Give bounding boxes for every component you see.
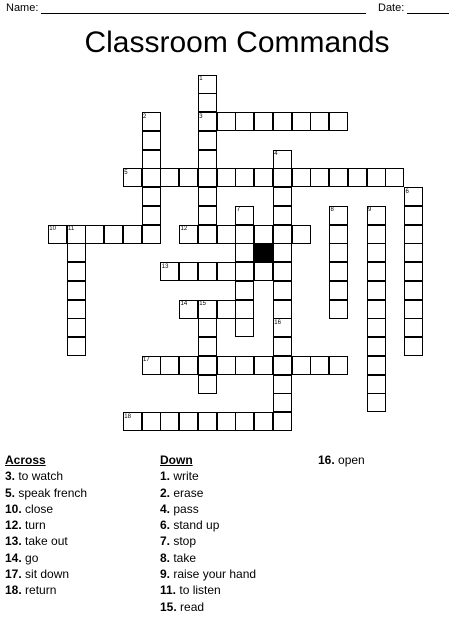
clue-item [160,468,256,484]
crossword-cell[interactable] [367,281,386,300]
crossword-cell[interactable] [217,262,236,281]
crossword-cell[interactable] [254,262,273,281]
cell-number: 15 [199,301,206,307]
clue-text: to watch [15,469,64,484]
clue-text: raise your hand [170,567,257,582]
crossword-cell[interactable] [310,356,329,375]
crossword-cell[interactable] [367,375,386,394]
crossword-cell[interactable] [404,300,423,319]
cell-number: 2 [143,113,147,120]
crossword-cell[interactable] [273,281,292,300]
clue-item [5,550,87,566]
crossword-cell[interactable] [198,337,217,356]
crossword-cell[interactable] [235,281,254,300]
crossword-cell[interactable] [198,168,217,187]
cell-number: 7 [236,207,241,214]
crossword-cell[interactable] [142,225,161,244]
crossword-cell[interactable] [217,112,236,131]
clue-item [5,501,87,517]
crossword-cell[interactable] [367,356,386,375]
crossword-cell[interactable] [273,187,292,206]
black-cell [254,243,273,262]
crossword-cell[interactable] [217,356,236,375]
clue-number: 18. [5,583,22,598]
crossword-cell[interactable] [235,225,254,244]
cell-number: 9 [368,207,372,214]
crossword-cell[interactable] [198,356,217,375]
crossword-cell[interactable] [367,225,386,244]
crossword-cell[interactable] [329,281,348,300]
clue-text: take out [21,534,68,549]
cell-number: 12 [180,226,188,232]
crossword-cell[interactable] [142,150,161,169]
crossword-cell[interactable] [254,356,273,375]
crossword-cell[interactable] [348,168,367,187]
clue-number: 17. [5,567,22,582]
crossword-cell[interactable] [217,225,236,244]
crossword-cell[interactable] [367,262,386,281]
crossword-cell[interactable] [123,225,142,244]
crossword-cell[interactable] [273,375,292,394]
clue-item [160,599,256,615]
crossword-cell[interactable] [273,262,292,281]
crossword-cell[interactable] [404,206,423,225]
crossword-cell[interactable] [179,168,198,187]
crossword-cell[interactable] [404,225,423,244]
crossword-cell[interactable] [367,243,386,262]
clue-item [160,533,256,549]
crossword-cell[interactable] [235,243,254,262]
clue-text: turn [21,518,46,533]
cell-number: 13 [161,263,169,270]
crossword-cell[interactable] [367,393,386,412]
crossword-cell[interactable] [310,112,329,131]
clue-item [5,485,87,501]
cell-number: 6 [405,188,409,195]
crossword-cell[interactable] [142,412,161,431]
crossword-cell[interactable] [273,356,292,375]
crossword-cell[interactable] [217,168,236,187]
clue-number: 2. [160,485,171,500]
clue-number: 8. [160,550,171,565]
crossword-cell[interactable] [367,300,386,319]
clue-text: close [21,501,54,516]
crossword-cell[interactable] [254,412,273,431]
crossword-cell[interactable] [254,168,273,187]
crossword-cell[interactable] [404,281,423,300]
crossword-cell[interactable] [67,281,86,300]
clue-number: 5. [5,485,16,500]
crossword-cell[interactable] [198,206,217,225]
crossword-cell[interactable] [273,168,292,187]
clue-item [160,550,256,566]
down-clues-continued [318,452,365,468]
cell-number: 4 [274,151,278,157]
crossword-cell[interactable] [329,356,348,375]
clue-number: 13. [5,534,22,549]
crossword-cell[interactable] [235,318,254,337]
clue-text: read [176,599,205,614]
date-label: Date: [378,2,405,14]
clue-number: 9. [160,567,171,582]
clue-number: 1. [160,469,171,484]
cell-number: 17 [143,357,150,364]
crossword-cell[interactable] [273,225,292,244]
crossword-cell[interactable] [254,112,273,131]
clue-number: 10. [5,501,22,516]
crossword-cell[interactable] [273,206,292,225]
clue-number: 6. [160,518,171,533]
crossword-cell[interactable] [179,356,198,375]
crossword-cell[interactable] [160,356,179,375]
crossword-cell[interactable] [273,337,292,356]
clue-text: speak french [15,485,88,500]
crossword-cell[interactable] [404,243,423,262]
crossword-cell[interactable] [142,206,161,225]
crossword-cell[interactable] [235,168,254,187]
crossword-cell[interactable] [217,412,236,431]
clue-text: pass [170,501,199,516]
crossword-cell[interactable] [198,375,217,394]
crossword-cell[interactable] [67,318,86,337]
clue-item [5,566,87,582]
cell-number: 5 [124,169,128,176]
crossword-cell[interactable] [235,356,254,375]
crossword-cell[interactable] [85,225,104,244]
clue-number: 11. [160,583,177,598]
crossword-cell[interactable] [67,262,86,281]
crossword-cell[interactable] [67,337,86,356]
cell-number: 14 [180,301,188,307]
crossword-cell[interactable] [254,225,273,244]
crossword-cell[interactable] [273,112,292,131]
puzzle-title: Classroom Commands [84,26,390,59]
clue-text: open [334,453,365,467]
crossword-cell[interactable] [198,150,217,169]
crossword-cell[interactable] [329,225,348,244]
clue-text: to listen [176,583,221,598]
crossword-cell[interactable] [292,356,311,375]
crossword-cell[interactable] [142,168,161,187]
crossword-cell[interactable] [385,168,404,187]
clue-text: take [170,550,197,565]
crossword-cell[interactable] [160,168,179,187]
crossword-cell[interactable] [310,168,329,187]
clue-item [160,517,256,533]
clue-item [160,501,256,517]
crossword-cell[interactable] [235,412,254,431]
crossword-cell[interactable] [273,393,292,412]
clue-item [5,517,87,533]
crossword-cell[interactable] [142,187,161,206]
crossword-cell[interactable] [179,262,198,281]
crossword-cell[interactable] [404,262,423,281]
cell-number: 3 [199,113,203,120]
crossword-cell[interactable] [404,337,423,356]
crossword-cell[interactable] [273,300,292,319]
crossword-cell[interactable] [179,412,198,431]
name-label: Name: [6,2,39,14]
crossword-cell[interactable] [404,318,423,337]
crossword-cell[interactable] [367,168,386,187]
crossword-cell[interactable] [329,168,348,187]
clue-item [160,566,256,582]
crossword-cell[interactable] [273,412,292,431]
clue-item [160,485,256,501]
clue-number: 3. [5,469,16,484]
crossword-cell[interactable] [104,225,123,244]
clue-text: erase [170,485,204,500]
clue-text: stand up [170,518,220,533]
cell-number: 11 [68,226,75,232]
crossword-cell[interactable] [329,262,348,281]
crossword-cell[interactable] [198,318,217,337]
crossword-cell[interactable] [329,243,348,262]
crossword-cell[interactable] [235,300,254,319]
crossword-cell[interactable] [367,337,386,356]
across-heading: Across [5,453,46,467]
across-clues [5,452,87,599]
crossword-cell[interactable] [235,112,254,131]
clue-text: write [170,469,199,484]
clue-item [5,533,87,549]
crossword-cell[interactable] [198,262,217,281]
clue-text: sit down [21,567,70,582]
crossword-cell[interactable] [198,93,217,112]
cell-number: 10 [49,226,56,232]
crossword-cell[interactable] [198,412,217,431]
crossword-cell[interactable] [198,187,217,206]
clue-text: go [21,550,39,565]
cell-number: 16 [274,319,281,326]
clue-item [5,468,87,484]
crossword-cell[interactable] [329,300,348,319]
crossword-cell[interactable] [67,243,86,262]
clue-number: 4. [160,501,171,516]
clue-text: stop [170,534,197,549]
crossword-cell[interactable] [198,225,217,244]
crossword-cell[interactable] [235,262,254,281]
clue-number: 16. [318,453,335,467]
crossword-cell[interactable] [273,243,292,262]
clue-item [318,452,365,468]
clue-number: 15. [160,599,177,614]
crossword-cell[interactable] [329,112,348,131]
down-heading: Down [160,453,193,467]
crossword-cell[interactable] [142,131,161,150]
crossword-cell[interactable] [292,112,311,131]
cell-number: 1 [199,76,203,82]
down-clues [160,452,256,615]
clue-number: 7. [160,534,171,549]
clue-item [5,582,87,598]
clue-text: return [21,583,57,598]
crossword-cell[interactable] [217,300,236,319]
crossword-cell[interactable] [367,318,386,337]
cell-number: 18 [124,413,131,420]
clue-number: 14. [5,550,22,565]
cell-number: 8 [330,207,334,214]
crossword-cell[interactable] [198,131,217,150]
clue-item [160,582,256,598]
crossword-cell[interactable] [292,225,311,244]
crossword-cell[interactable] [67,300,86,319]
crossword-cell[interactable] [160,412,179,431]
crossword-cell[interactable] [292,168,311,187]
clue-number: 12. [5,518,22,533]
